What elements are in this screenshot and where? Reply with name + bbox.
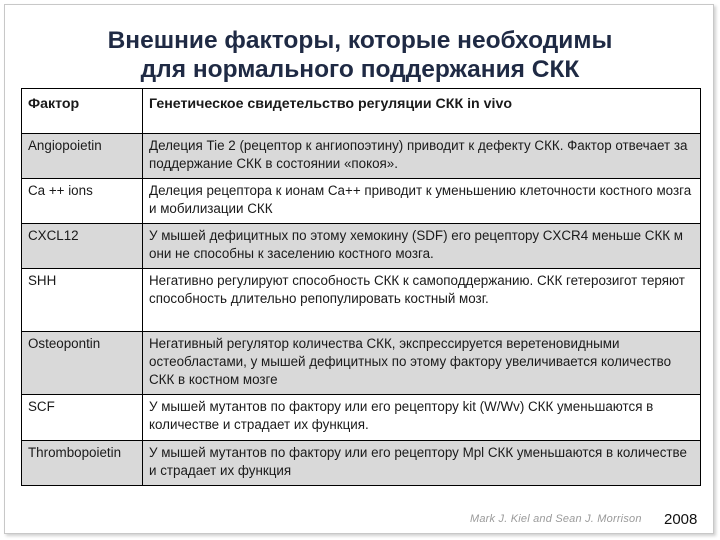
title-line-1: Внешние факторы, которые необходимы <box>107 27 613 54</box>
table-row <box>22 269 701 332</box>
factor-cell: SCF <box>22 395 143 441</box>
author-credit: Mark J. Kiel and Sean J. Morrison <box>470 513 642 525</box>
table-row <box>22 134 701 179</box>
factor-cell: Osteopontin <box>22 332 143 395</box>
factor-cell: Angiopoietin <box>22 134 143 179</box>
factors-table <box>21 88 701 486</box>
table-row <box>22 224 701 269</box>
evidence-cell: У мышей дефицитных по этому хемокину (SDF) его рецептору CXCR4 меньше СКК м они не способны к заселению костного мозга. <box>143 224 701 269</box>
table-row <box>22 441 701 486</box>
evidence-cell: Негативно регулируют способность СКК к самоподдержанию. СКК гетерозигот теряют способность длительно репопулировать костный мозг. <box>143 269 701 332</box>
factor-cell: SHH <box>22 269 143 332</box>
evidence-cell: Делеция рецептора к ионам Ca++ приводит к уменьшению клеточности костного мозга и мобилизации СКК <box>143 179 701 224</box>
header-evidence: Генетическое свидетельство регуляции СКК in vivo <box>143 89 701 134</box>
slide-title <box>20 26 700 84</box>
factor-cell: Ca ++ ions <box>22 179 143 224</box>
evidence-cell: У мышей мутантов по фактору или его рецептору kit (W/Wv) СКК уменьшаются в количестве и страдает их функция. <box>143 395 701 441</box>
table-row <box>22 179 701 224</box>
table-header-row <box>22 89 701 134</box>
header-factor: Фактор <box>22 89 143 134</box>
factor-cell: CXCL12 <box>22 224 143 269</box>
table-row <box>22 395 701 441</box>
publication-year: 2008 <box>664 511 698 528</box>
evidence-cell: У мышей мутантов по фактору или его рецептору Mpl СКК уменьшаются в количестве и страдает их функция <box>143 441 701 486</box>
table-row <box>22 332 701 395</box>
evidence-cell: Делеция Tie 2 (рецептор к ангиопоэтину) приводит к дефекту СКК. Фактор отвечает за поддержание СКК в состоянии «покоя». <box>143 134 701 179</box>
title-line-2: для нормального поддержания СКК <box>140 56 580 83</box>
evidence-cell: Негативный регулятор количества СКК, экспрессируется веретеновидными остеобластами, у мышей дефицитных по этому фактору увеличивается количество СКК в костном мозге <box>143 332 701 395</box>
factor-cell: Thrombopoietin <box>22 441 143 486</box>
